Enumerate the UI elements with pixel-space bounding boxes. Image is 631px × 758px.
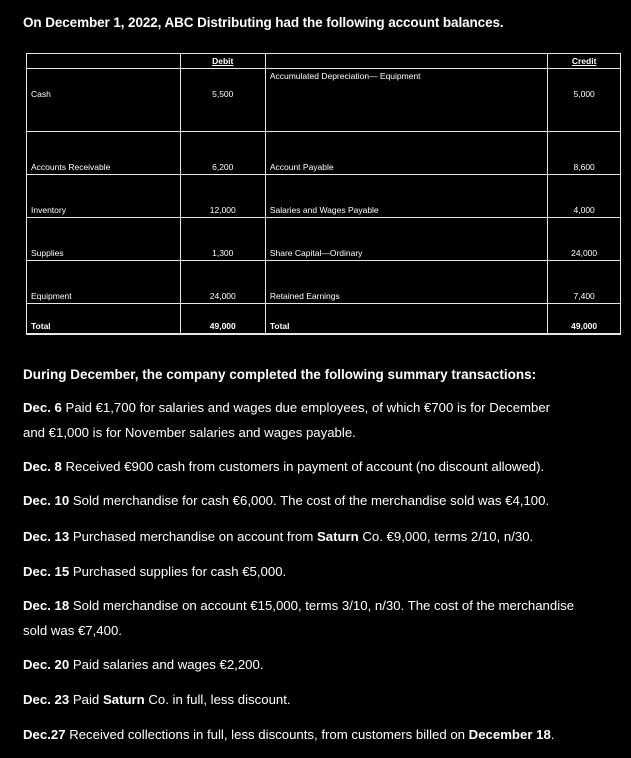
empty-header-cell <box>265 54 547 69</box>
page-title: On December 1, 2022, ABC Distributing had the following account balances. <box>23 15 504 30</box>
debit-value: 6,200 <box>180 132 265 175</box>
debit-header: Debit <box>180 54 265 69</box>
left-account-name: Inventory <box>27 175 181 218</box>
total-row <box>27 304 621 335</box>
debit-value: 24,000 <box>180 261 265 304</box>
total-debit: 49,000 <box>180 304 265 335</box>
table-header-row <box>27 54 621 69</box>
right-account-name: Accumulated Depreciation— Equipment <box>265 69 547 132</box>
left-account-name: Accounts Receivable <box>27 132 181 175</box>
transaction-item: Dec.27 Received collections in full, less discounts, from customers billed on December 18. <box>23 727 555 742</box>
credit-value: 5,000 <box>548 69 621 132</box>
debit-value: 5,500 <box>180 69 265 132</box>
credit-value: 8,600 <box>548 132 621 175</box>
left-account-name: Cash <box>27 69 181 132</box>
account-balances-table <box>26 53 621 335</box>
left-account-name: Equipment <box>27 261 181 304</box>
right-account-name: Retained Earnings <box>265 261 547 304</box>
credit-value: 4,000 <box>548 175 621 218</box>
table-row <box>27 132 621 175</box>
total-credit: 49,000 <box>548 304 621 335</box>
transaction-item: Dec. 18 Sold merchandise on account €15,000, terms 3/10, n/30. The cost of the merchandise sold was €7,400. <box>23 598 575 638</box>
transactions-intro: During December, the company completed the following summary transactions: <box>23 367 537 382</box>
total-label-left: Total <box>27 304 181 335</box>
transaction-item: Dec. 15 Purchased supplies for cash €5,000. <box>23 564 287 579</box>
credit-header: Credit <box>548 54 621 69</box>
total-label-right: Total <box>265 304 547 335</box>
empty-header-cell <box>27 54 181 69</box>
debit-value: 12,000 <box>180 175 265 218</box>
table-row <box>27 175 621 218</box>
transaction-item: Dec. 8 Received €900 cash from customers in payment of account (no discount allowed). <box>23 459 545 474</box>
transaction-item: Dec. 13 Purchased merchandise on account from Saturn Co. €9,000, terms 2/10, n/30. <box>23 529 534 544</box>
table-row <box>27 218 621 261</box>
transaction-item: Dec. 20 Paid salaries and wages €2,200. <box>23 657 264 672</box>
right-account-name: Salaries and Wages Payable <box>265 175 547 218</box>
right-account-name: Share Capital—Ordinary <box>265 218 547 261</box>
left-account-name: Supplies <box>27 218 181 261</box>
transaction-item: Dec. 6 Paid €1,700 for salaries and wages due employees, of which €700 is for December and €1,000 is for November salaries and wages payable. <box>23 400 551 440</box>
transaction-item: Dec. 23 Paid Saturn Co. in full, less discount. <box>23 692 291 707</box>
table-row <box>27 69 621 132</box>
debit-value: 1,300 <box>180 218 265 261</box>
credit-value: 7,400 <box>548 261 621 304</box>
credit-value: 24,000 <box>548 218 621 261</box>
right-account-name: Account Payable <box>265 132 547 175</box>
table-row <box>27 261 621 304</box>
transaction-item: Dec. 10 Sold merchandise for cash €6,000. The cost of the merchandise sold was €4,100. <box>23 493 550 508</box>
